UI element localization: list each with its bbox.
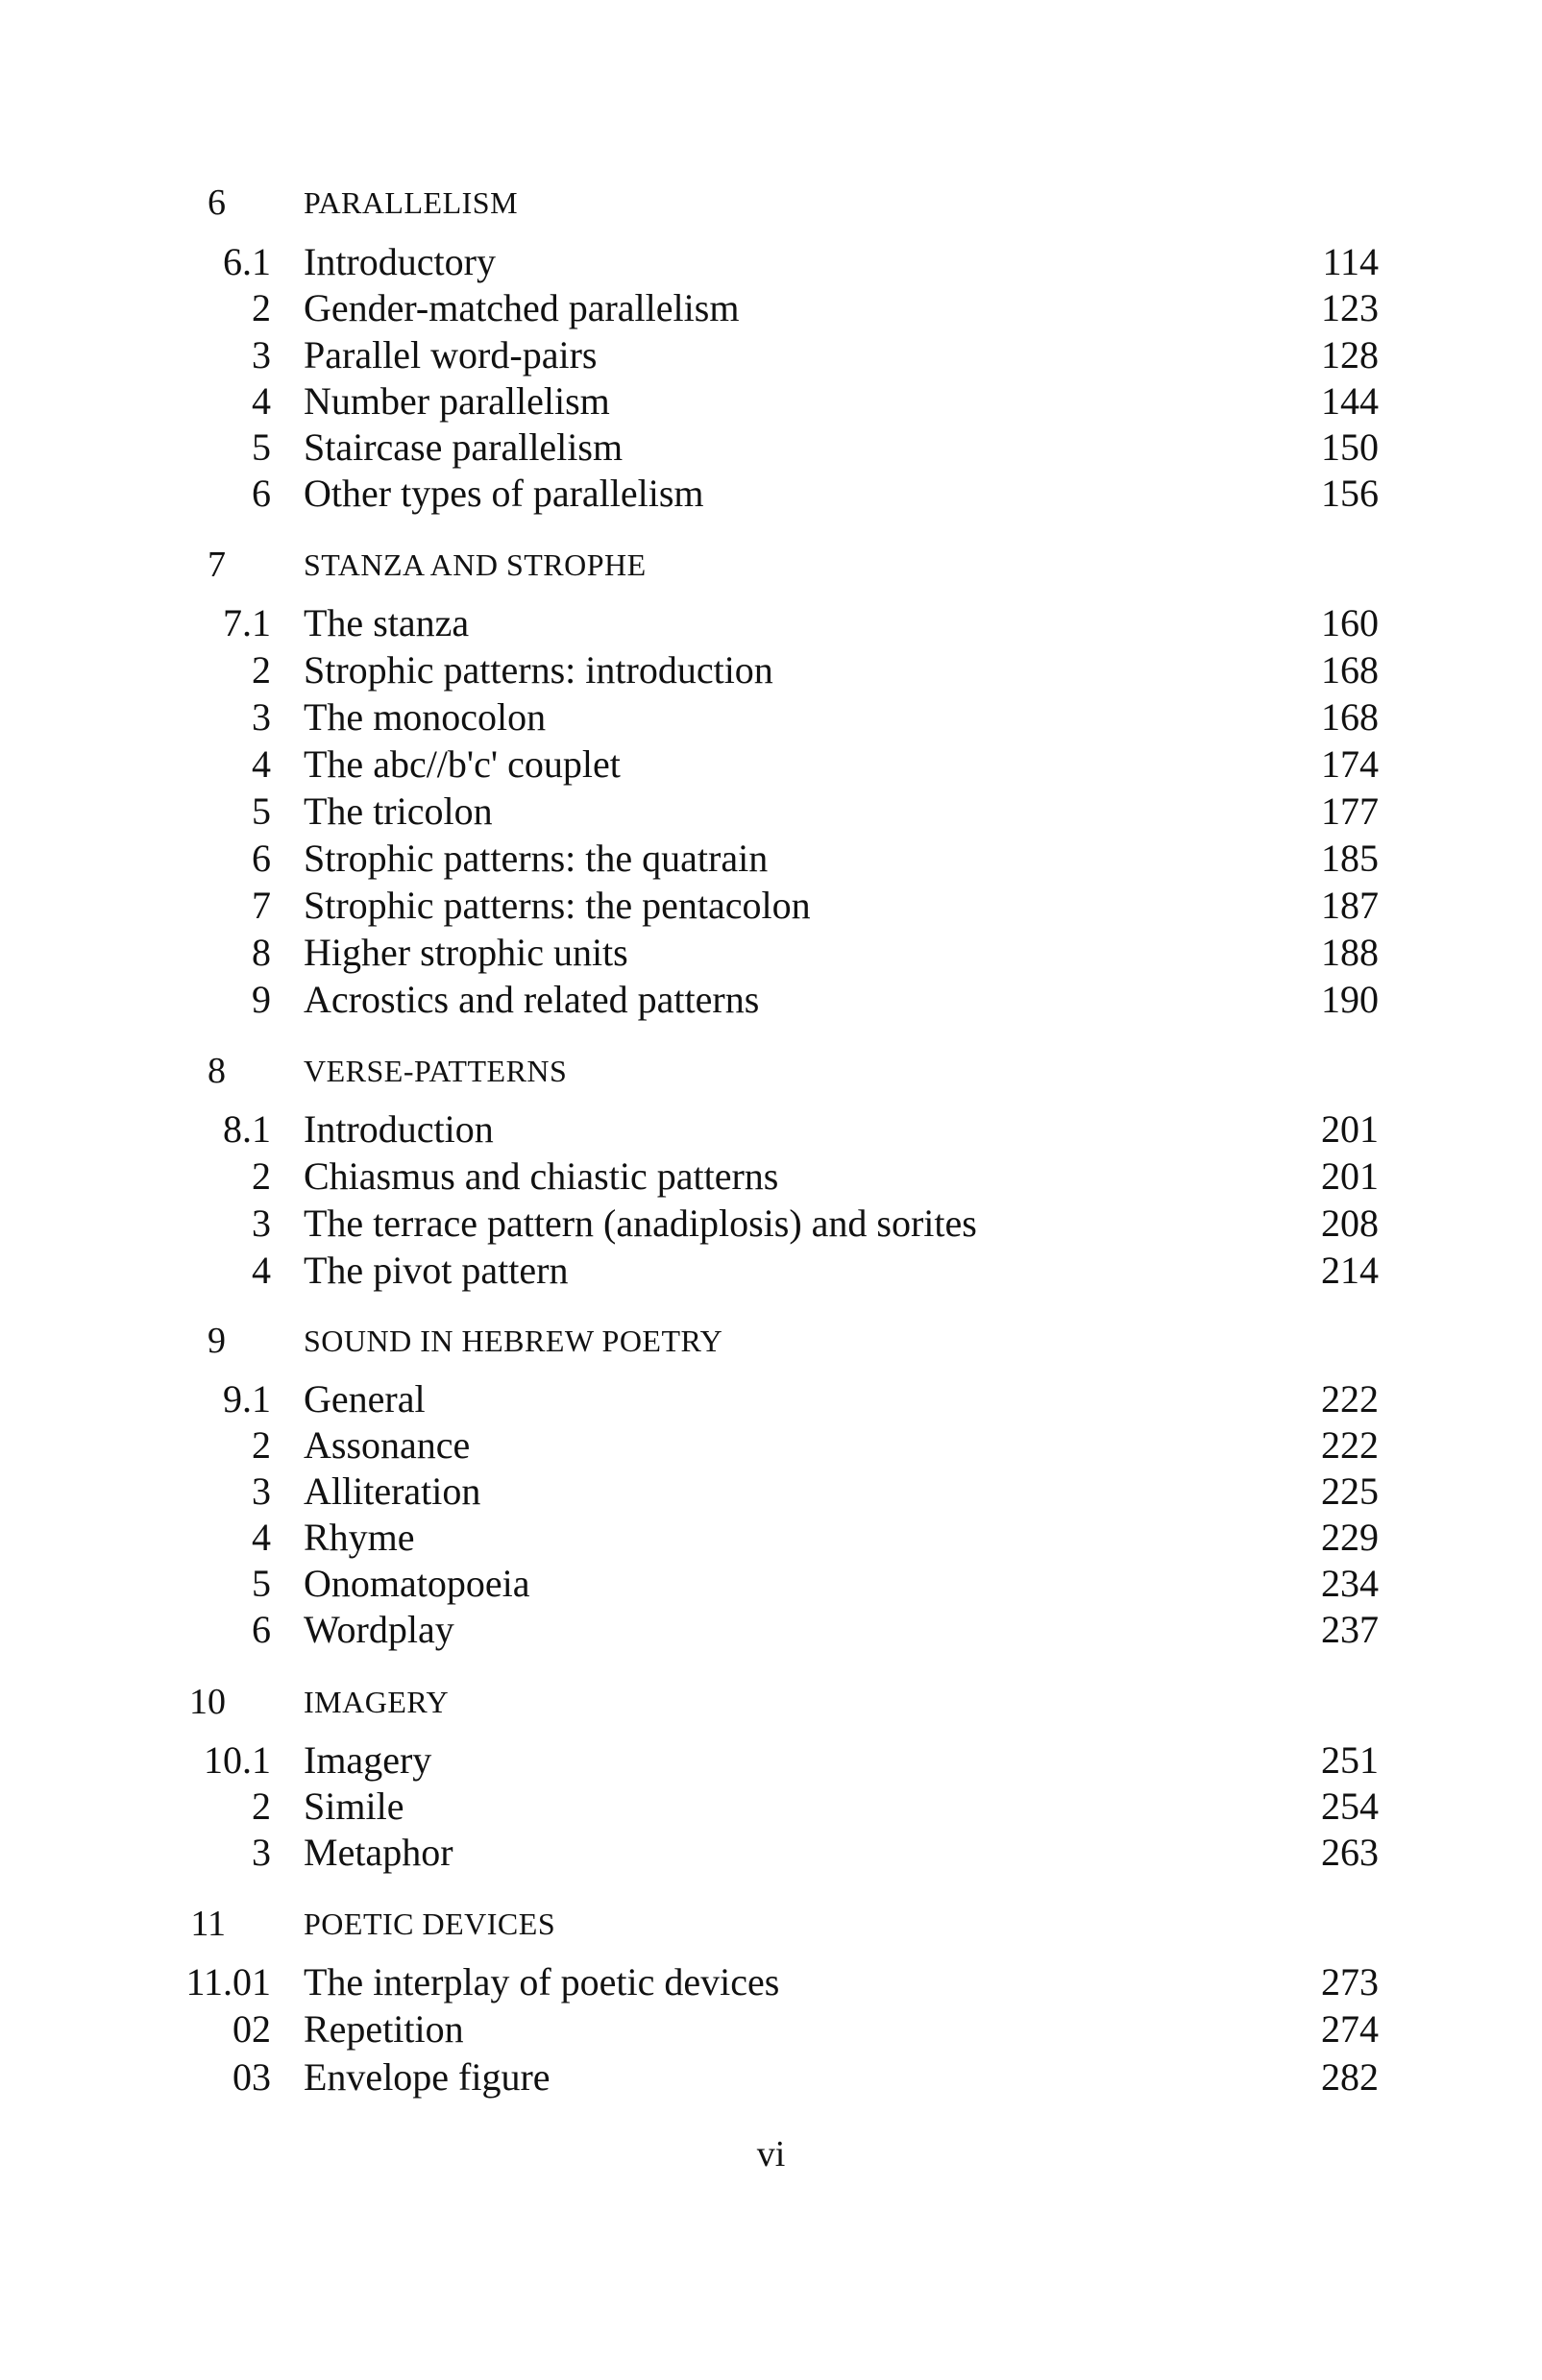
section-title: Onomatopoeia [304,1562,530,1605]
chapter-heading [0,541,1542,589]
page-number: 237 [1321,1608,1379,1651]
page-number: 254 [1321,1785,1379,1828]
toc-entry [0,1736,1542,1785]
page-number: 201 [1321,1107,1379,1151]
section-number: 4 [252,1516,271,1559]
toc-entry [0,882,1542,930]
page-number: 274 [1321,2007,1379,2051]
chapter-number: 8 [208,1051,226,1091]
toc-entry [0,1200,1542,1248]
section-title: Introductory [304,240,496,283]
section-number: 4 [252,742,271,786]
section-number: 3 [252,695,271,739]
section-title: Chiasmus and chiastic patterns [304,1154,779,1198]
section-title: Metaphor [304,1831,453,1874]
section-number: 3 [252,1831,271,1874]
section-title: Strophic patterns: the pentacolon [304,884,811,927]
toc-entry [0,1514,1542,1562]
section-title: The abc//b'c' couplet [304,742,621,786]
chapter-heading [0,1047,1542,1095]
section-title: Imagery [304,1738,432,1782]
chapter-heading [0,179,1542,227]
chapter-title: SOUND IN HEBREW POETRY [304,1324,723,1358]
toc-entry [0,1468,1542,1516]
toc-entry [0,693,1542,741]
page-number: 168 [1321,648,1379,692]
section-title: Staircase parallelism [304,425,624,469]
section-number: 03 [233,2055,271,2099]
chapter-title: PARALLELISM [304,185,519,220]
section-number: 2 [252,1154,271,1198]
section-title: Strophic patterns: the quatrain [304,837,769,880]
section-number: 4 [252,379,271,423]
section-title: General [304,1377,426,1421]
section-title: Repetition [304,2007,464,2051]
section-number: 10.1 [204,1738,271,1782]
toc-entry [0,331,1542,379]
page-number: 185 [1321,837,1379,880]
section-number: 11.01 [185,1960,271,2004]
toc-entry [0,1783,1542,1831]
toc-entry [0,1421,1542,1469]
toc-entry [0,599,1542,647]
toc-entry [0,238,1542,286]
chapter-number: 11 [190,1904,226,1944]
page-number: 214 [1321,1249,1379,1292]
page-number: 144 [1321,379,1379,423]
page-number: 273 [1321,1960,1379,2004]
section-number: 2 [252,286,271,329]
toc-entry [0,2005,1542,2053]
chapter-heading [0,1900,1542,1948]
toc-entry [0,976,1542,1024]
page-folio: vi [756,2134,786,2174]
section-title: Assonance [304,1423,471,1467]
page-number: 222 [1321,1377,1379,1421]
section-number: 6 [252,837,271,880]
section-number: 5 [252,789,271,833]
section-title: Number parallelism [304,379,610,423]
section-title: The stanza [304,601,470,644]
section-number: 3 [252,1202,271,1245]
section-number: 02 [233,2007,271,2051]
section-number: 2 [252,1423,271,1467]
toc-entry [0,1153,1542,1201]
section-title: Alliteration [304,1469,481,1513]
page-number: 188 [1321,931,1379,974]
section-title: Other types of parallelism [304,472,704,515]
page-number: 168 [1321,695,1379,739]
section-title: The interplay of poetic devices [304,1960,780,2004]
toc-entry [0,835,1542,883]
page-number: 201 [1321,1154,1379,1198]
toc-entry [0,1606,1542,1654]
chapter-title: IMAGERY [304,1685,450,1719]
section-number: 7.1 [223,601,271,644]
chapter-title: POETIC DEVICES [304,1906,556,1941]
section-number: 6.1 [223,240,271,283]
page-number: 225 [1321,1469,1379,1513]
section-title: The tricolon [304,789,493,833]
page-number: 174 [1321,742,1379,786]
section-title: The pivot pattern [304,1249,569,1292]
section-number: 7 [252,884,271,927]
page-number: 263 [1321,1831,1379,1874]
chapter-heading [0,1317,1542,1365]
chapter-number: 10 [189,1682,226,1722]
section-title: The terrace pattern (anadiplosis) and sorites [304,1202,977,1245]
chapter-number: 7 [208,545,226,585]
section-title: Rhyme [304,1516,415,1559]
page-number: 114 [1322,240,1379,283]
section-number: 4 [252,1249,271,1292]
page-number: 187 [1321,884,1379,927]
page-number: 222 [1321,1423,1379,1467]
toc-entry [0,284,1542,332]
page-number: 160 [1321,601,1379,644]
page-number: 156 [1321,472,1379,515]
section-number: 8 [252,931,271,974]
section-number: 2 [252,648,271,692]
toc-entry [0,470,1542,518]
section-title: Parallel word-pairs [304,333,598,376]
page-number: 128 [1321,333,1379,376]
toc-entry [0,1958,1542,2006]
toc-entry [0,424,1542,472]
toc-entry [0,1375,1542,1423]
section-number: 6 [252,1608,271,1651]
section-number: 3 [252,1469,271,1513]
page-number: 251 [1321,1738,1379,1782]
toc-entry [0,1247,1542,1295]
page-number: 282 [1321,2055,1379,2099]
page-number: 150 [1321,425,1379,469]
chapter-number: 6 [208,182,226,223]
section-title: Acrostics and related patterns [304,978,760,1021]
page-number: 123 [1321,286,1379,329]
toc-entry [0,929,1542,977]
section-number: 8.1 [223,1107,271,1151]
toc-entry [0,646,1542,694]
page-number: 177 [1321,789,1379,833]
page-number: 190 [1321,978,1379,1021]
toc-entry [0,1105,1542,1154]
section-number: 5 [252,1562,271,1605]
chapter-title: STANZA AND STROPHE [304,547,647,582]
toc-entry [0,788,1542,836]
chapter-title: VERSE-PATTERNS [304,1054,568,1088]
section-title: Envelope figure [304,2055,551,2099]
page-number: 234 [1321,1562,1379,1605]
section-title: Gender-matched parallelism [304,286,740,329]
section-title: Strophic patterns: introduction [304,648,773,692]
section-title: The monocolon [304,695,547,739]
toc-entry [0,1829,1542,1877]
toc-entry [0,1560,1542,1608]
section-title: Introduction [304,1107,494,1151]
section-number: 2 [252,1785,271,1828]
section-number: 5 [252,425,271,469]
page-number: 229 [1321,1516,1379,1559]
toc-entry [0,2053,1542,2101]
chapter-heading [0,1678,1542,1726]
section-number: 9.1 [223,1377,271,1421]
chapter-number: 9 [208,1321,226,1361]
section-title: Wordplay [304,1608,454,1651]
section-number: 6 [252,472,271,515]
toc-entry [0,377,1542,425]
section-title: Simile [304,1785,404,1828]
toc-entry [0,741,1542,789]
section-number: 3 [252,333,271,376]
page-number: 208 [1321,1202,1379,1245]
section-number: 9 [252,978,271,1021]
section-title: Higher strophic units [304,931,628,974]
